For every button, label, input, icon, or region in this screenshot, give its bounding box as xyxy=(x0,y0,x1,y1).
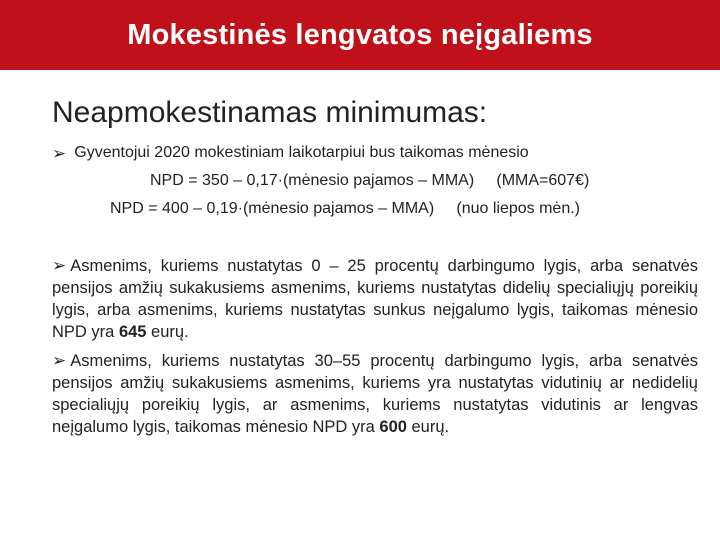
formula-2020: NPD = 350 – 0,17·(mėnesio pajamos – MMA) (MMA=607€) xyxy=(150,172,590,189)
arrow-bullet-icon: ➢ xyxy=(52,256,67,275)
amount-600: 600 xyxy=(379,418,407,436)
intro-text: Gyventojui 2020 mokestiniam laikotarpiui bus taikomas mėnesio xyxy=(74,144,529,161)
amount-645: 645 xyxy=(118,323,147,341)
bullet-600 xyxy=(52,350,698,438)
bullet-600-text: Asmenims, kuriems nustatytas 30–55 procentų darbingumo lygis, arba senatvės pensijos amžių sukakusiems asmenims, kuriems yra nustatytas vidutinių ar nedidelių specialiųjų poreikių lygis, ar asmenims, kuriems nustatytas vidutinis ar lengvas neįgalumo lygis, taikomas mėnesio NPD yra xyxy=(52,352,698,436)
bullet-645-suffix: eurų. xyxy=(146,323,189,341)
bullet-645-text: Asmenims, kuriems nustatytas 0 – 25 procentų darbingumo lygis, arba senatvės pensijos amžių sukakusiems asmenims, kuriems nustatytas didelių specialiųjų poreikių lygis, arba asmenims, kuriems nustatytas sunkus neįgalumo lygis, taikomas mėnesio NPD yra xyxy=(52,257,698,341)
bullet-600-suffix: eurų. xyxy=(406,418,450,436)
section-heading: Neapmokestinamas minimumas: xyxy=(52,96,488,129)
bullet-645 xyxy=(52,255,698,343)
intro-bullet xyxy=(52,144,698,164)
arrow-bullet-icon: ➢ xyxy=(52,351,67,370)
arrow-bullet-icon: ➢ xyxy=(52,144,67,163)
formula-july: NPD = 400 – 0,19·(mėnesio pajamos – MMA) (nuo liepos mėn.) xyxy=(110,200,580,217)
slide-title: Mokestinės lengvatos neįgaliems xyxy=(127,18,593,51)
title-bar xyxy=(0,0,720,70)
